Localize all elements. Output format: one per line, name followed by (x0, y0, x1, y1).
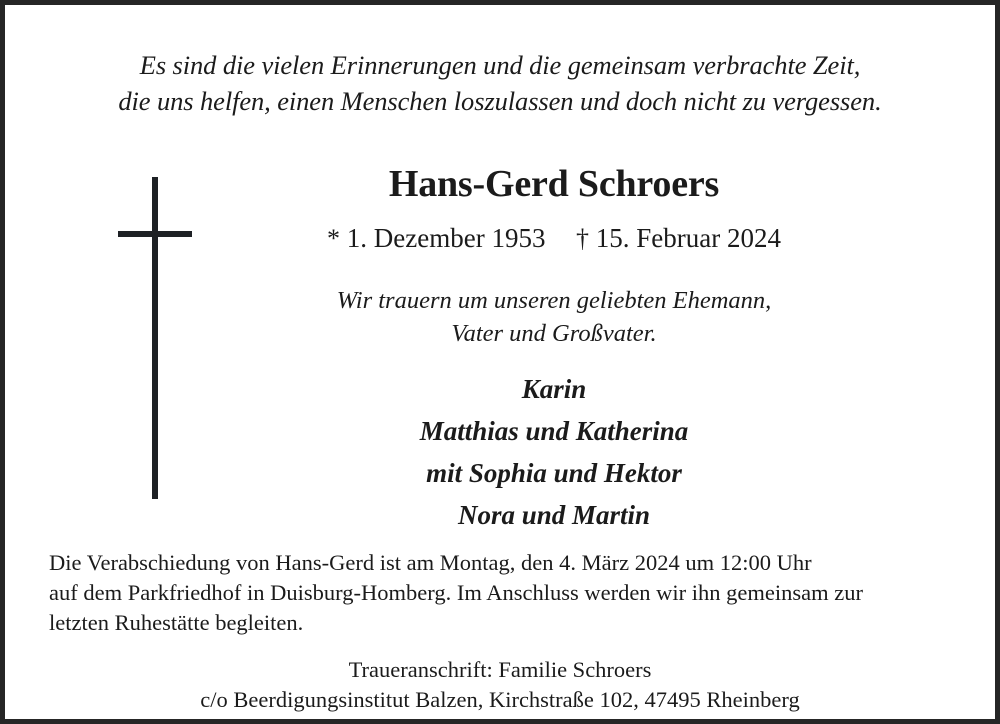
mourning-line-1: Wir trauern um unseren geliebten Ehemann, (336, 287, 772, 314)
epigraph-line-1: Es sind die vielen Erinnerungen und die gemeinsam verbrachte Zeit, (139, 50, 861, 80)
survivor-line: mit Sophia und Hektor (426, 458, 682, 488)
condolence-address (5, 655, 995, 715)
life-dates (227, 221, 881, 256)
epigraph (5, 47, 995, 119)
address-line-1: Traueranschrift: Familie Schroers (348, 657, 652, 682)
cross-vertical-bar (152, 177, 158, 499)
funeral-details-line-2: auf dem Parkfriedhof in Duisburg-Homberg. Im Anschluss werden wir ihn gemeinsam zur (49, 580, 863, 605)
mourning-statement (227, 284, 881, 350)
survivor-line: Matthias und Katherina (419, 416, 689, 446)
funeral-details-line-1: Die Verabschiedung von Hans-Gerd ist am Montag, den 4. März 2024 um 12:00 Uhr (49, 550, 812, 575)
birth-symbol: * (327, 224, 341, 253)
survivor-line: Karin (521, 374, 587, 404)
death-symbol: † (575, 224, 589, 253)
cross-horizontal-bar (118, 231, 192, 237)
birth-date: 1. Dezember 1953 (346, 223, 546, 253)
survivors-list (227, 368, 881, 536)
epigraph-line-2: die uns helfen, einen Menschen loszulassen und doch nicht zu vergessen. (118, 86, 882, 116)
mourning-line-2: Vater und Großvater. (451, 320, 657, 347)
notice-inner-frame (5, 5, 995, 719)
funeral-details (49, 548, 929, 638)
survivor-line: Nora und Martin (457, 500, 651, 530)
latin-cross-icon (118, 177, 192, 499)
address-line-2: c/o Beerdigungsinstitut Balzen, Kirchstraße 102, 47495 Rheinberg (200, 687, 800, 712)
deceased-name: Hans-Gerd Schroers (388, 163, 720, 205)
death-date: 15. Februar 2024 (595, 223, 781, 253)
funeral-details-line-3: letzten Ruhestätte begleiten. (49, 610, 304, 635)
